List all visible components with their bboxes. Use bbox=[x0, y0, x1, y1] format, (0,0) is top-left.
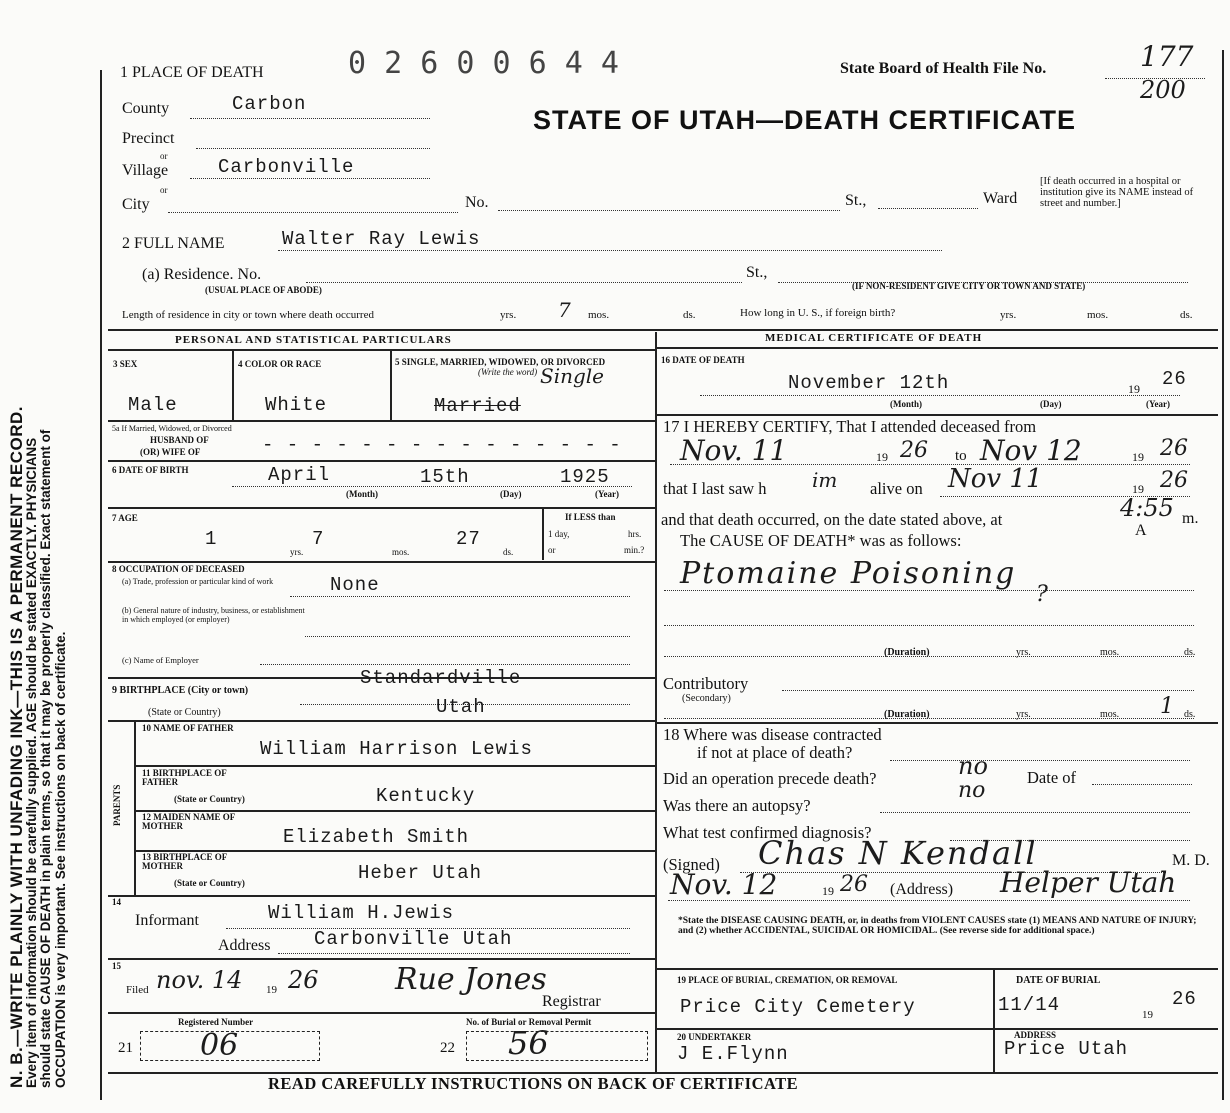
cause-footnote: *State the DISEASE CAUSING DEATH, or, in deaths from VIOLENT CAUSES state (1) MEANS AND NATURE OF INJURY; and (2) whether ACCIDENTAL, SUICIDAL OR HOMICIDAL. (See reverse side for additional space.) bbox=[678, 916, 1197, 936]
burial-permit-number: 56 bbox=[508, 1024, 549, 1062]
residence-months: 7 bbox=[558, 298, 571, 322]
dob-month: April bbox=[268, 464, 331, 486]
column-divider bbox=[655, 332, 657, 1072]
occupation-label: 8 OCCUPATION OF DECEASED bbox=[112, 564, 245, 574]
file-number-alt: 200 bbox=[1140, 76, 1186, 104]
marital-hint: (Write the word) bbox=[478, 367, 538, 377]
hospital-note: [If death occurred in a hospital or institution give its NAME instead of street and number.] bbox=[1040, 176, 1194, 209]
mother-name: Elizabeth Smith bbox=[283, 826, 470, 848]
autopsy-value: no bbox=[958, 778, 986, 803]
burial-permit-label: No. of Burial or Removal Permit bbox=[466, 1017, 592, 1027]
age-label: 7 AGE bbox=[112, 513, 138, 523]
occupation-a-label: (a) Trade, profession or particular kind of work bbox=[122, 577, 274, 586]
length-residence-label: Length of residence in city or town where death occurred bbox=[122, 309, 374, 321]
registrar-label: Registrar bbox=[542, 993, 601, 1010]
no-label: No. bbox=[465, 194, 489, 211]
operation-label: Did an operation precede death? bbox=[663, 769, 877, 788]
right-border bbox=[1222, 50, 1224, 1100]
last-saw-text: that I last saw h bbox=[663, 479, 767, 498]
attended-to-year: 26 bbox=[1160, 436, 1188, 461]
age-months: 7 bbox=[312, 528, 325, 550]
city-label: City bbox=[122, 196, 150, 213]
employer-label: (c) Name of Employer bbox=[122, 655, 199, 665]
physician-address: Helper Utah bbox=[1000, 866, 1177, 899]
burial-date: 11/14 bbox=[998, 994, 1061, 1016]
contributory-label: Contributory bbox=[663, 674, 749, 693]
spouse-label-1: 5a If Married, Widowed, or Divorced bbox=[112, 424, 232, 433]
occupation-value: None bbox=[330, 574, 380, 596]
left-border bbox=[100, 70, 102, 1100]
father-birthplace-label: 11 BIRTHPLACE OF FATHER bbox=[142, 768, 227, 787]
section-divider-top bbox=[108, 329, 1218, 331]
informant-address-label: Address bbox=[218, 937, 271, 954]
dob-label: 6 DATE OF BIRTH bbox=[112, 465, 189, 475]
undertaker-address-label: ADDRESS bbox=[1014, 1030, 1057, 1040]
attended-to-date: Nov 12 bbox=[980, 434, 1082, 467]
county-value: Carbon bbox=[232, 93, 307, 115]
registrar-signature: Rue Jones bbox=[395, 962, 547, 997]
disease-contracted-label-1: 18 Where was disease contracted bbox=[663, 725, 882, 744]
marital-label: 5 SINGLE, MARRIED, WIDOWED, OR DIVORCED bbox=[395, 357, 606, 367]
spouse-label-2: HUSBAND OF bbox=[150, 435, 209, 445]
mother-birthplace-label: 13 BIRTHPLACE OF MOTHER bbox=[142, 852, 227, 871]
undertaker-label: 20 UNDERTAKER bbox=[677, 1032, 752, 1042]
informant-address: Carbonville Utah bbox=[314, 928, 513, 950]
father-birthplace: Kentucky bbox=[376, 785, 476, 807]
stamp-number: 0 2 6 0 0 6 4 4 bbox=[348, 46, 619, 81]
father-name: William Harrison Lewis bbox=[260, 738, 533, 760]
filed-year: 26 bbox=[288, 966, 319, 994]
file-number-label: State Board of Health File No. bbox=[840, 60, 1047, 77]
signed-label: (Signed) bbox=[663, 855, 720, 874]
certificate-title: STATE OF UTAH—DEATH CERTIFICATE bbox=[533, 105, 1076, 135]
place-of-death-label: 1 PLACE OF DEATH bbox=[120, 64, 264, 81]
last-saw-year: 26 bbox=[1160, 468, 1188, 493]
attended-from-year: 26 bbox=[900, 438, 928, 463]
sidebar-line-1: N. B.—WRITE PLAINLY WITH UNFADING INK—THIS IS A PERMANENT RECORD. bbox=[7, 406, 26, 1088]
ward-label: Ward bbox=[983, 190, 1018, 207]
footer-instructions: READ CAREFULLY INSTRUCTIONS ON BACK OF CERTIFICATE bbox=[268, 1074, 799, 1093]
age-days: 27 bbox=[456, 528, 481, 550]
spouse-label-3: (OR) WIFE OF bbox=[140, 447, 201, 457]
parents-label: PARENTS bbox=[112, 784, 122, 826]
how-long-us-label: How long in U. S., if foreign birth? bbox=[740, 307, 896, 319]
contributory-days: 1 bbox=[1160, 694, 1174, 719]
mother-birthplace: Heber Utah bbox=[358, 862, 483, 884]
test-label: What test confirmed diagnosis? bbox=[663, 823, 872, 842]
burial-date-label: DATE OF BURIAL bbox=[1016, 975, 1101, 986]
date-of-death: November 12th bbox=[788, 372, 950, 394]
father-label: 10 NAME OF FATHER bbox=[142, 723, 234, 733]
dob-day: 15th bbox=[420, 466, 470, 488]
undertaker-name: J E.Flynn bbox=[677, 1043, 789, 1065]
full-name-value: Walter Ray Lewis bbox=[282, 228, 481, 250]
last-saw-date: Nov 11 bbox=[948, 464, 1043, 494]
race-value: White bbox=[265, 394, 328, 416]
certify-text: 17 I HEREBY CERTIFY, That I attended deceased from bbox=[663, 417, 1037, 436]
physician-signature: Chas N Kendall bbox=[758, 834, 1038, 872]
filed-label: Filed bbox=[126, 984, 149, 996]
birthplace-city: Standardville bbox=[360, 667, 522, 689]
operation-value: no bbox=[958, 752, 988, 780]
occupation-b-label: (b) General nature of industry, business, or establishment in which employed (or employer) bbox=[122, 606, 305, 624]
cause-of-death: Ptomaine Poisoning bbox=[680, 556, 1017, 591]
informant-name: William H.Jewis bbox=[268, 902, 455, 924]
precinct-label: Precinct bbox=[122, 130, 175, 147]
cause-mark: ? bbox=[1036, 582, 1048, 607]
am-pm: A bbox=[1135, 522, 1147, 539]
cause-of-death-text: The CAUSE OF DEATH* was as follows: bbox=[680, 531, 962, 550]
signed-year: 26 bbox=[840, 872, 868, 897]
undertaker-address: Price Utah bbox=[1004, 1038, 1129, 1060]
file-number: 177 bbox=[1140, 40, 1194, 73]
age-years: 1 bbox=[205, 528, 218, 550]
birthplace-state: Utah bbox=[436, 696, 486, 718]
birthplace-state-label: (State or Country) bbox=[148, 707, 221, 718]
burial-permit-box bbox=[466, 1031, 648, 1061]
full-name-label: 2 FULL NAME bbox=[122, 235, 225, 252]
burial-year: 26 bbox=[1172, 988, 1197, 1010]
village-label: Village bbox=[122, 162, 169, 179]
birthplace-label: 9 BIRTHPLACE (City or town) bbox=[112, 685, 249, 696]
autopsy-label: Was there an autopsy? bbox=[663, 796, 811, 815]
personal-section-header: PERSONAL AND STATISTICAL PARTICULARS bbox=[175, 334, 452, 346]
marital-handwritten: Single bbox=[540, 364, 605, 388]
sidebar-line-2: Every item of information should be carefully supplied. AGE should be stated EXACTLY. PHYSICIANS bbox=[23, 437, 39, 1088]
residence-st-label: St., bbox=[746, 264, 768, 281]
sidebar-line-3: should state CAUSE OF DEATH in plain terms, so that it may be properly classified. Exact statement of bbox=[38, 429, 53, 1088]
disease-contracted-label-2: if not at place of death? bbox=[697, 743, 853, 762]
burial-place: Price City Cemetery bbox=[680, 996, 916, 1018]
registered-number: 06 bbox=[200, 1028, 239, 1063]
last-saw-pronoun: im bbox=[812, 468, 838, 492]
burial-place-label: 19 PLACE OF BURIAL, CREMATION, OR REMOVAL bbox=[677, 975, 898, 985]
date-of-death-year: 26 bbox=[1162, 368, 1187, 390]
mother-label: 12 MAIDEN NAME OF MOTHER bbox=[142, 812, 235, 831]
registered-number-label: Registered Number bbox=[178, 1017, 254, 1027]
medical-section-header: MEDICAL CERTIFICATE OF DEATH bbox=[765, 332, 983, 344]
st-label: St., bbox=[845, 192, 867, 209]
sex-value: Male bbox=[128, 394, 178, 416]
spouse-value: - - - - - - - - - - - - - - - bbox=[262, 434, 622, 456]
county-label: County bbox=[122, 100, 170, 117]
death-occurred-text: and that death occurred, on the date stated above, at bbox=[661, 510, 1003, 529]
marital-printed: Married bbox=[434, 395, 521, 417]
less-than-label: If LESS than bbox=[565, 512, 616, 522]
time-of-death: 4:55 bbox=[1120, 494, 1174, 522]
residence-label: (a) Residence. No. bbox=[142, 266, 262, 283]
dob-year: 1925 bbox=[560, 466, 610, 488]
attended-from-date: Nov. 11 bbox=[680, 434, 788, 467]
date-of-death-label: 16 DATE OF DEATH bbox=[661, 355, 745, 365]
informant-label: Informant bbox=[135, 912, 199, 929]
sidebar-line-4: OCCUPATION is very important. See instructions on back of certificate. bbox=[52, 631, 68, 1088]
instruction-sidebar bbox=[7, 28, 82, 1088]
sex-label: 3 SEX bbox=[113, 359, 138, 369]
village-value: Carbonville bbox=[218, 156, 355, 178]
filed-date: nov. 14 bbox=[156, 966, 243, 994]
signed-date: Nov. 12 bbox=[670, 868, 778, 901]
race-label: 4 COLOR OR RACE bbox=[238, 359, 322, 369]
